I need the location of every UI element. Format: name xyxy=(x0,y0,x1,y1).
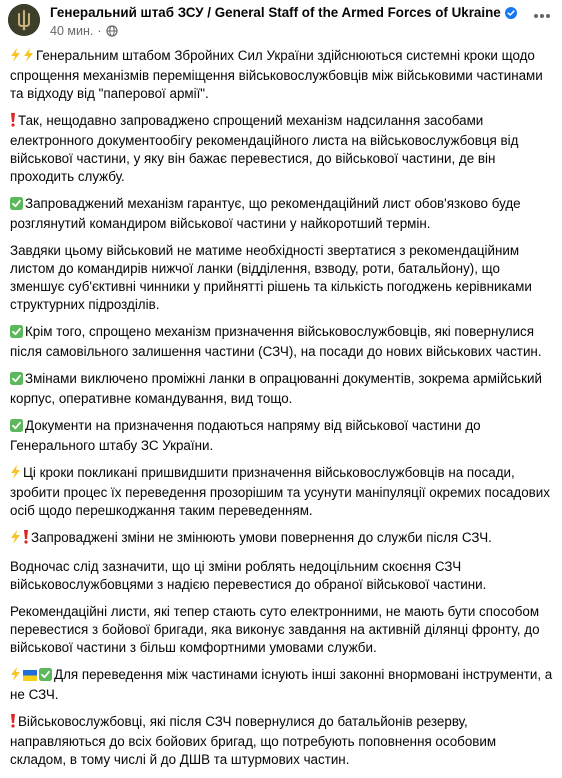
post-header xyxy=(0,0,562,46)
post-meta xyxy=(50,24,118,40)
page-avatar[interactable] xyxy=(8,4,40,36)
paragraph-text: Генеральним штабом Збройних Сил України здійснюються системні кроки щодо спрощення механізмів переміщення військовослужбовців між військовими частинами та відходу від "паперової армії". xyxy=(10,48,543,101)
paragraph-text: Запроваджені зміни не змінюють умови повернення до служби після СЗЧ. xyxy=(31,530,492,545)
post-paragraph xyxy=(10,713,554,769)
meta-separator: · xyxy=(97,24,102,38)
check-mark-icon xyxy=(10,197,23,215)
post-paragraph xyxy=(10,195,554,233)
post-paragraph xyxy=(10,464,554,520)
more-options-icon[interactable] xyxy=(530,6,554,26)
post-paragraph xyxy=(10,323,554,361)
paragraph-text: Військовослужбовці, які після СЗЧ повернулися до батальйонів резерву, направляються до всіх бойових бригад, що потребують поповнення особовим складом, в тому числі й до ДШВ та штурмових частин. xyxy=(10,714,497,767)
post-paragraph xyxy=(10,242,554,314)
ukraine-flag-icon xyxy=(23,668,37,686)
post-paragraph xyxy=(10,112,554,186)
exclamation-icon xyxy=(10,714,16,733)
check-mark-icon xyxy=(39,668,52,686)
check-mark-icon xyxy=(10,419,23,437)
trident-emblem-icon xyxy=(8,4,40,36)
lightning-icon xyxy=(10,48,21,67)
check-mark-icon xyxy=(10,372,23,390)
paragraph-text: Рекомендаційні листи, які тепер стають суто електронними, не мають бути способом перевестися з бойової бригади, яка виконує завдання на активній ділянці фронту, до військової частини з більш комфортними умовами служби. xyxy=(10,604,540,655)
page-name-row xyxy=(50,5,517,22)
lightning-icon xyxy=(10,530,21,549)
post-paragraph xyxy=(10,603,554,657)
paragraph-text: Запроваджений механізм гарантує, що рекомендаційний лист обов'язково буде розглянутий командиром військової частини у найкоротший термін. xyxy=(10,196,521,231)
paragraph-text: Для переведення між частинами існують інші законні внормовані інструменти, а не СЗЧ. xyxy=(10,667,553,702)
post-paragraph xyxy=(10,417,554,455)
post-paragraph xyxy=(10,558,554,594)
post-paragraph xyxy=(10,666,554,704)
post-body xyxy=(10,47,554,778)
paragraph-text: Документи на призначення подаються напряму від військової частини до Генерального штабу ЗС України. xyxy=(10,418,481,453)
paragraph-text: Завдяки цьому військовий не матиме необхідності звертатися з рекомендаційним листом до командирів нижчої ланки (відділення, взводу, роти, батальйону), що зменшує суб'єктивні чинники у прийнятті рішень та кількість погоджень керівниками структурних підрозділів. xyxy=(10,243,532,312)
paragraph-text: Так, нещодавно запроваджено спрощений механізм надсилання засобами електронного документообігу рекомендаційного листа на військовослужбовця від військової частини, у яку він бажає перевестися, до військової частини, де він проходить службу. xyxy=(10,113,519,184)
lightning-icon xyxy=(10,465,21,484)
verified-badge-icon xyxy=(505,7,517,22)
post-paragraph xyxy=(10,529,554,549)
paragraph-text: Змінами виключено проміжні ланки в опрацюванні документів, зокрема армійський корпус, оперативне командування, вид тощо. xyxy=(10,371,542,406)
page-name-link[interactable]: Генеральний штаб ЗСУ / General Staff of the Armed Forces of Ukraine xyxy=(50,5,501,20)
lightning-icon xyxy=(23,48,34,67)
exclamation-icon xyxy=(23,530,29,549)
post-paragraph xyxy=(10,47,554,103)
globe-icon[interactable] xyxy=(106,25,118,40)
check-mark-icon xyxy=(10,325,23,343)
paragraph-text: Ці кроки покликані пришвидшити призначення військовослужбовців на посади, зробити процес їх переведення прозорішим та усунути маніпуляції окремих посадових осіб щодо перешкоджання таким переведенням. xyxy=(10,465,550,518)
paragraph-text: Крім того, спрощено механізм призначення військовослужбовців, які повернулися після самовільного залишення частини (СЗЧ), на посади до нових військових частин. xyxy=(10,324,542,359)
post-timestamp[interactable]: 40 мин. xyxy=(50,24,94,38)
paragraph-text: Водночас слід зазначити, що ці зміни роблять недоцільним скоєння СЗЧ військовослужбовцями з надією перевестися до обраної військової частини. xyxy=(10,559,487,592)
lightning-icon xyxy=(10,667,21,686)
exclamation-icon xyxy=(10,113,16,132)
post-paragraph xyxy=(10,370,554,408)
